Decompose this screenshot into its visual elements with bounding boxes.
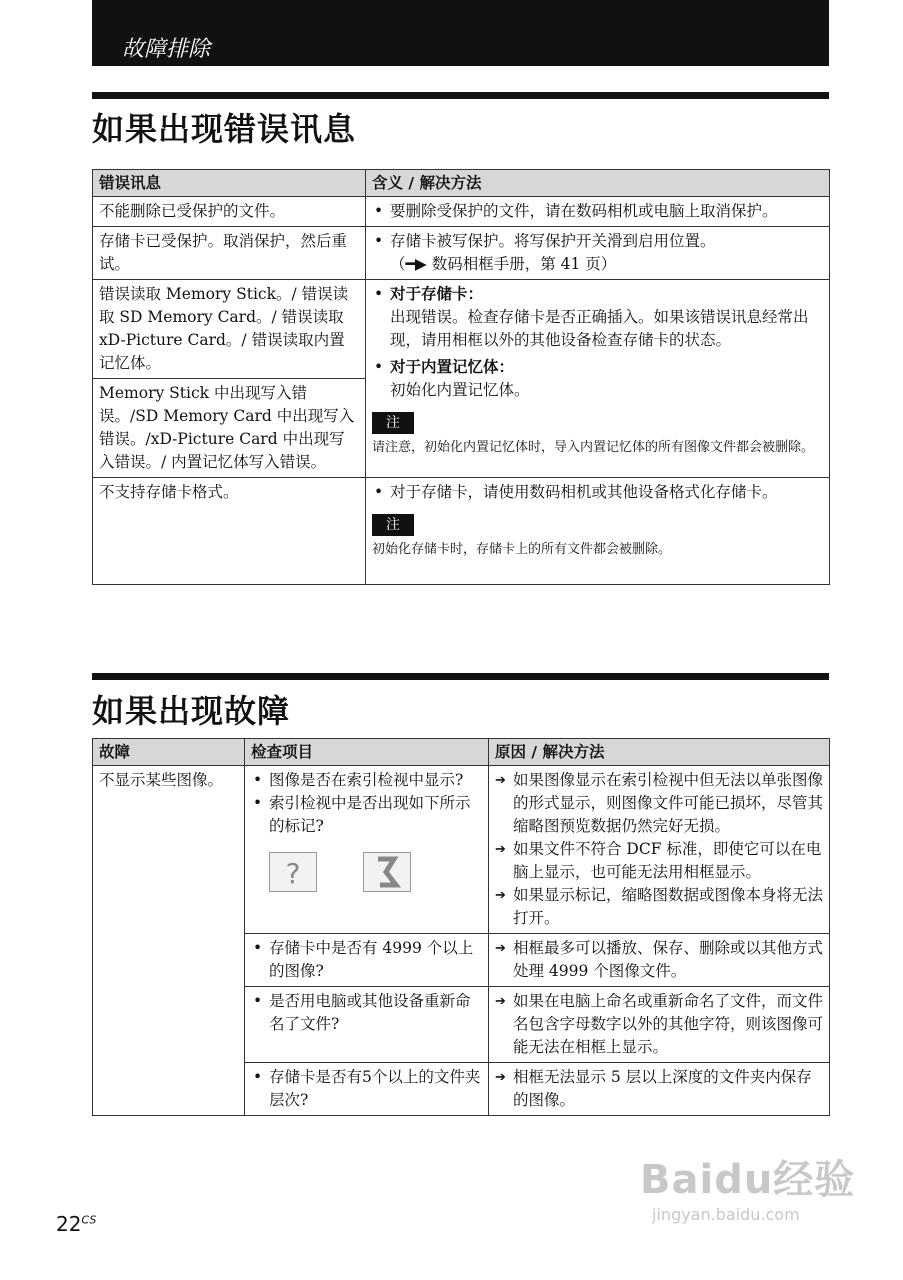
error-message: Memory Stick 中出现写入错误。/SD Memory Card 中出现写入错误。/xD-Picture Card 中出现写入错误。/ 内置记忆体写入错误。 — [93, 379, 366, 478]
language-code: CS — [81, 1213, 97, 1227]
cause-item: ➔ 如果显示标记，缩略图数据或图像本身将无法打开。 — [495, 884, 823, 930]
table-row: 存储卡已受保护。取消保护，然后重试。 • 存储卡被写保护。将写保护开关滑到启用位置。 （━▶ 数码相框手册，第 41 页） — [93, 227, 830, 280]
broken-image-thumbnail-icon — [363, 852, 411, 892]
cause-item: ➔ 如果在电脑上命名或重新命名了文件，而文件名包含字母数字以外的其他字符，则该图像可能无法在相框上显示。 — [495, 990, 823, 1059]
table-header-row — [93, 739, 830, 766]
subheading: 对于内置记忆体： — [390, 358, 515, 376]
solution-text: 初始化内置记忆体。 — [390, 381, 530, 399]
svg-text:?: ? — [285, 857, 301, 890]
cause-item: ➔ 如果文件不符合 DCF 标准，即使它可以在电脑上显示，也可能无法用相框显示。 — [495, 838, 823, 884]
error-message: 不支持存储卡格式。 — [93, 478, 366, 585]
column-header: 含义 / 解决方法 — [366, 170, 830, 197]
arrow-reference-icon: ━▶ — [405, 255, 427, 273]
watermark-url: jingyan.baidu.com — [652, 1205, 800, 1224]
note-label: 注 — [372, 412, 414, 434]
note-text: 请注意，初始化内置记忆体时，导入内置记忆体的所有图像文件都会被删除。 — [372, 440, 815, 455]
check-item: • 索引检视中是否出现如下所示的标记? — [251, 792, 482, 838]
table-row — [93, 280, 830, 379]
error-section-title: 如果出现错误讯息 — [92, 110, 357, 148]
symptom: 不显示某些图像。 — [93, 766, 245, 1116]
fault-section-title: 如果出现故障 — [92, 692, 291, 730]
solution-item: 存储卡被写保护。将写保护开关滑到启用位置。 — [390, 232, 716, 250]
section-header — [92, 0, 829, 66]
column-header: 原因 / 解决方法 — [489, 739, 830, 766]
check-item: • 是否用电脑或其他设备重新命名了文件? — [251, 990, 482, 1036]
solution-text: 出现错误。检查存储卡是否正确插入。如果该错误讯息经常出现，请用相框以外的其他设备检查存储卡的状态。 — [390, 308, 809, 349]
title-rule — [92, 673, 829, 680]
solution-item: • 要删除受保护的文件，请在数码相机或电脑上取消保护。 — [372, 200, 823, 223]
error-message: 错误读取 Memory Stick。/ 错误读取 SD Memory Card。/ 错误读取 xD-Picture Card。/ 错误读取内置记忆体。 — [93, 280, 366, 379]
check-item: • 存储卡中是否有 4999 个以上的图像? — [251, 937, 482, 983]
column-header: 检查项目 — [245, 739, 489, 766]
cause-item: ➔ 相框无法显示 5 层以上深度的文件夹内保存的图像。 — [495, 1066, 823, 1112]
table-row — [93, 766, 830, 934]
fault-table — [92, 738, 830, 1116]
check-item: • 存储卡是否有5个以上的文件夹层次? — [251, 1066, 482, 1112]
solution-item: • 对于存储卡，请使用数码相机或其他设备格式化存储卡。 — [372, 481, 823, 504]
note-text: 初始化存储卡时，存储卡上的所有文件都会被删除。 — [372, 542, 672, 557]
watermark-brand: Baidu经验 — [640, 1157, 856, 1203]
table-row — [93, 197, 830, 227]
title-rule — [92, 92, 829, 99]
question-mark-thumbnail-icon — [269, 852, 317, 892]
error-message: 存储卡已受保护。取消保护，然后重试。 — [93, 227, 366, 280]
error-message: 不能删除已受保护的文件。 — [93, 197, 366, 227]
cause-item: ➔ 相框最多可以播放、保存、删除或以其他方式处理 4999 个图像文件。 — [495, 937, 823, 983]
note-label: 注 — [372, 514, 414, 536]
column-header: 故障 — [93, 739, 245, 766]
check-item: • 图像是否在索引检视中显示? — [251, 769, 482, 792]
section-title: 故障排除 — [122, 37, 211, 62]
watermark — [640, 1148, 855, 1224]
column-header: 错误讯息 — [93, 170, 366, 197]
page-number: $22^{CS}$ — [56, 1212, 97, 1236]
error-table — [92, 169, 830, 585]
subheading: 对于存储卡： — [390, 285, 484, 303]
cause-item: ➔ 如果图像显示在索引检视中但无法以单张图像的形式显示，则图像文件可能已损坏，尽管其缩略图预览数据仍然完好无损。 — [495, 769, 823, 838]
table-row — [93, 478, 830, 585]
manual-reference: 数码相框手册，第 41 页） — [431, 255, 617, 273]
table-header-row — [93, 170, 830, 197]
